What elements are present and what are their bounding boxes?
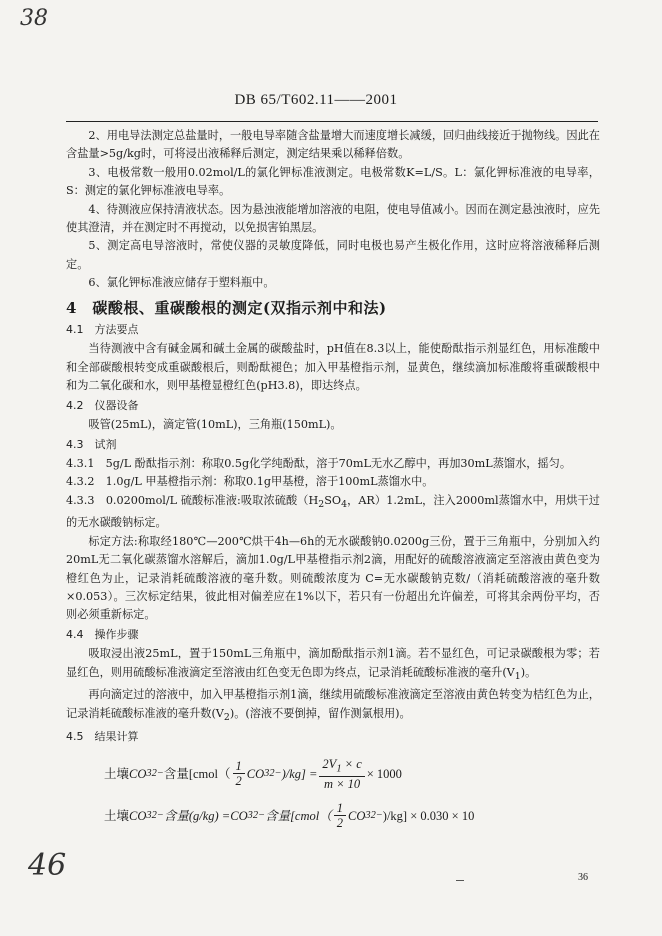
- section-4-5-title: 4.5 结果计算: [66, 730, 139, 744]
- section-4-2-text: 吸管(25mL)，滴定管(10mL)，三角瓶(150mL)。: [88, 418, 342, 432]
- f2-charge-c: 2−: [370, 809, 383, 821]
- f2-tail: )/kg] × 0.030 × 10: [382, 808, 475, 823]
- section-4-3-3: [66, 492, 600, 533]
- note-3: 3、电极常数一般用0.02mol/L的氯化钾标准液测定。电极常数K=L/S。L：氯化钾标准液的电导率，S：测定的氯化钾标准液电导率。: [66, 165, 600, 198]
- f2-lead: 土壤: [104, 808, 130, 823]
- f1-ion2-sub: 3: [264, 767, 270, 779]
- f2-ion-sub: 3: [146, 809, 152, 821]
- handwritten-bottom-mark: 46: [28, 848, 67, 883]
- s433-mid: SO: [324, 493, 342, 507]
- f1-half-den: 2: [235, 774, 242, 789]
- s433-sub1: 2: [318, 498, 325, 510]
- page-number: 36: [578, 872, 588, 883]
- handwritten-page-mark: 38: [20, 6, 48, 31]
- f2-ion-b: CO: [230, 808, 248, 823]
- section-4-4-title: 4.4 操作步骤: [66, 627, 139, 641]
- f2-ion-c-sub: 3: [365, 809, 371, 821]
- f1-half-num: 1: [233, 759, 245, 774]
- procedure-step-1: [66, 645, 600, 686]
- note-4: 4、待测液应保持清液状态。因为悬浊液能增加溶液的电阻，使电导值减小。因而在测定悬浊液时，应先使其澄清，并在测定时不再搅动，以免损害铂黑层。: [66, 202, 600, 235]
- step1-sub: 1: [514, 670, 521, 682]
- f1-num-tail: × c: [341, 756, 362, 771]
- f1-ion2-charge: 2−: [269, 767, 282, 779]
- calibration-method: 标定方法:称取经180℃—200℃烘干4h—6h的无水碳酸钠0.0200g三份，置于三角瓶中，分别加入约20mL无二氧化碳蒸馏水溶解后，滴加1.0g/L甲基橙指示剂2滴，用配好的硫酸溶液滴定至溶液由黄色变为橙红色为止，记录消耗硫酸溶液的毫升数。则硫酸浓度为 C=无水碳酸钠克数/（消耗硫酸溶液的毫升数×0.053）。三次标定结果，彼此相对偏差应在1%以下，若只有一份超出允许偏差，可将其余两份平均，否则必须重新标定。: [66, 534, 600, 622]
- f1-ion: CO: [129, 766, 147, 781]
- s433-sub2: 4: [341, 498, 347, 510]
- f2-half-num: 1: [334, 801, 346, 816]
- section-4-1-title: 4.1 方法要点: [66, 323, 139, 337]
- section-4-title: 4 碳酸根、重碳酸根的测定(双指示剂中和法): [66, 298, 387, 317]
- formula-carbonate-cmol: [104, 757, 600, 792]
- f2-ion-c: CO: [347, 808, 366, 823]
- f1-fraction: [319, 757, 364, 792]
- section-4-3-1: 4.3.1 5g/L 酚酞指示剂：称取0.5g化学纯酚酞，溶于70mL无水乙醇中，再加30mL蒸馏水，摇匀。: [66, 456, 572, 470]
- section-4-3-title: 4.3 试剂: [66, 437, 117, 451]
- standard-code-header: DB 65/T602.11——2001: [234, 92, 398, 108]
- s433-pre: 4.3.3 0.0200mol/L 硫酸标准液:吸取浓硫酸（H: [66, 493, 319, 507]
- step1-post: )。: [520, 665, 537, 679]
- f1-ion2: CO: [246, 766, 265, 781]
- formula-carbonate-gkg: [104, 801, 600, 830]
- section-4-1-text: 当待测液中含有碱金属和碱土金属的碳酸盐时，pH值在8.3以上，能使酚酞指示剂显红色，用标准酸中和全部碳酸根转变成重碳酸根后，则酚酞褪色；加入甲基橙指示剂，显黄色，继续滴加标准酸将重碳酸根中和为二氧化碳和水，则甲基橙显橙红色(pH3.8)，即达终点。: [66, 342, 600, 393]
- section-4-3-2: 4.3.2 1.0g/L 甲基橙指示剂：称取0.1g甲基橙，溶于100mL蒸馏水中。: [66, 475, 434, 489]
- f2-charge: 2−: [151, 809, 164, 821]
- f2-half-den: 2: [336, 816, 343, 831]
- step2-pre: 再向滴定过的溶液中，加入甲基橙指示剂1滴，继续用硫酸标准液滴定至溶液由黄色转变为桔红色为止，记录消耗硫酸标准液的毫升数(V: [66, 688, 600, 720]
- note-6: 6、氯化钾标准液应储存于塑料瓶中。: [88, 276, 275, 290]
- step1-pre: 吸取浸出液25mL，置于150mL三角瓶中，滴加酚酞指示剂1滴。若不显红色，可记录碳酸根为零；若显红色，则用硫酸标准液滴定至溶液由红色变无色即为终点，记录消耗硫酸标准液的毫升(V: [66, 647, 600, 679]
- procedure-step-2: [66, 686, 600, 727]
- f1-ion-sub: 3: [146, 767, 152, 779]
- f2-unit-b: 含量[cmol（: [265, 808, 332, 823]
- f1-lead: 土壤: [104, 766, 130, 781]
- s433-post: ，AR）1.2mL，注入2000ml蒸馏水中，用烘干过的无水碳酸钠标定。: [66, 493, 600, 530]
- step2-post: )。(溶液不要倒掉，留作测氯根用)。: [229, 706, 411, 720]
- f1-denominator: m × 10: [323, 777, 361, 792]
- f2-ion-b-sub: 3: [247, 809, 253, 821]
- f2-unit: 含量(g/kg) =: [163, 808, 231, 823]
- header-rule: [66, 121, 598, 122]
- f1-unit: 含量[cmol（: [163, 766, 231, 781]
- f2-half: [334, 801, 346, 830]
- f1-unit-close: )/kg] =: [281, 766, 318, 781]
- f2-charge-b: 2−: [252, 809, 266, 821]
- f1-num: 2V: [322, 756, 337, 771]
- f1-charge: 2−: [151, 767, 164, 779]
- note-5: 5、测定高电导溶液时，常使仪器的灵敏度降低，同时电极也易产生极化作用，这时应将溶液稀释后测定。: [66, 239, 600, 271]
- f1-numerator: [319, 757, 364, 778]
- f1-half: [233, 759, 245, 788]
- small-dash-mark: [456, 880, 464, 881]
- note-2: 2、用电导法测定总盐量时，一般电导率随含盐量增大而速度增长减缓，回归曲线接近于抛物线。因此在含盐量>5g/kg时，可将浸出液稀释后测定，测定结果乘以稀释倍数。: [66, 129, 600, 161]
- section-4-2-title: 4.2 仪器设备: [66, 398, 139, 412]
- f1-num-sub: 1: [336, 763, 342, 775]
- document-body: [66, 127, 600, 830]
- f2-ion: CO: [129, 808, 147, 823]
- step2-sub: 2: [223, 711, 230, 723]
- f1-tail: × 1000: [366, 766, 402, 781]
